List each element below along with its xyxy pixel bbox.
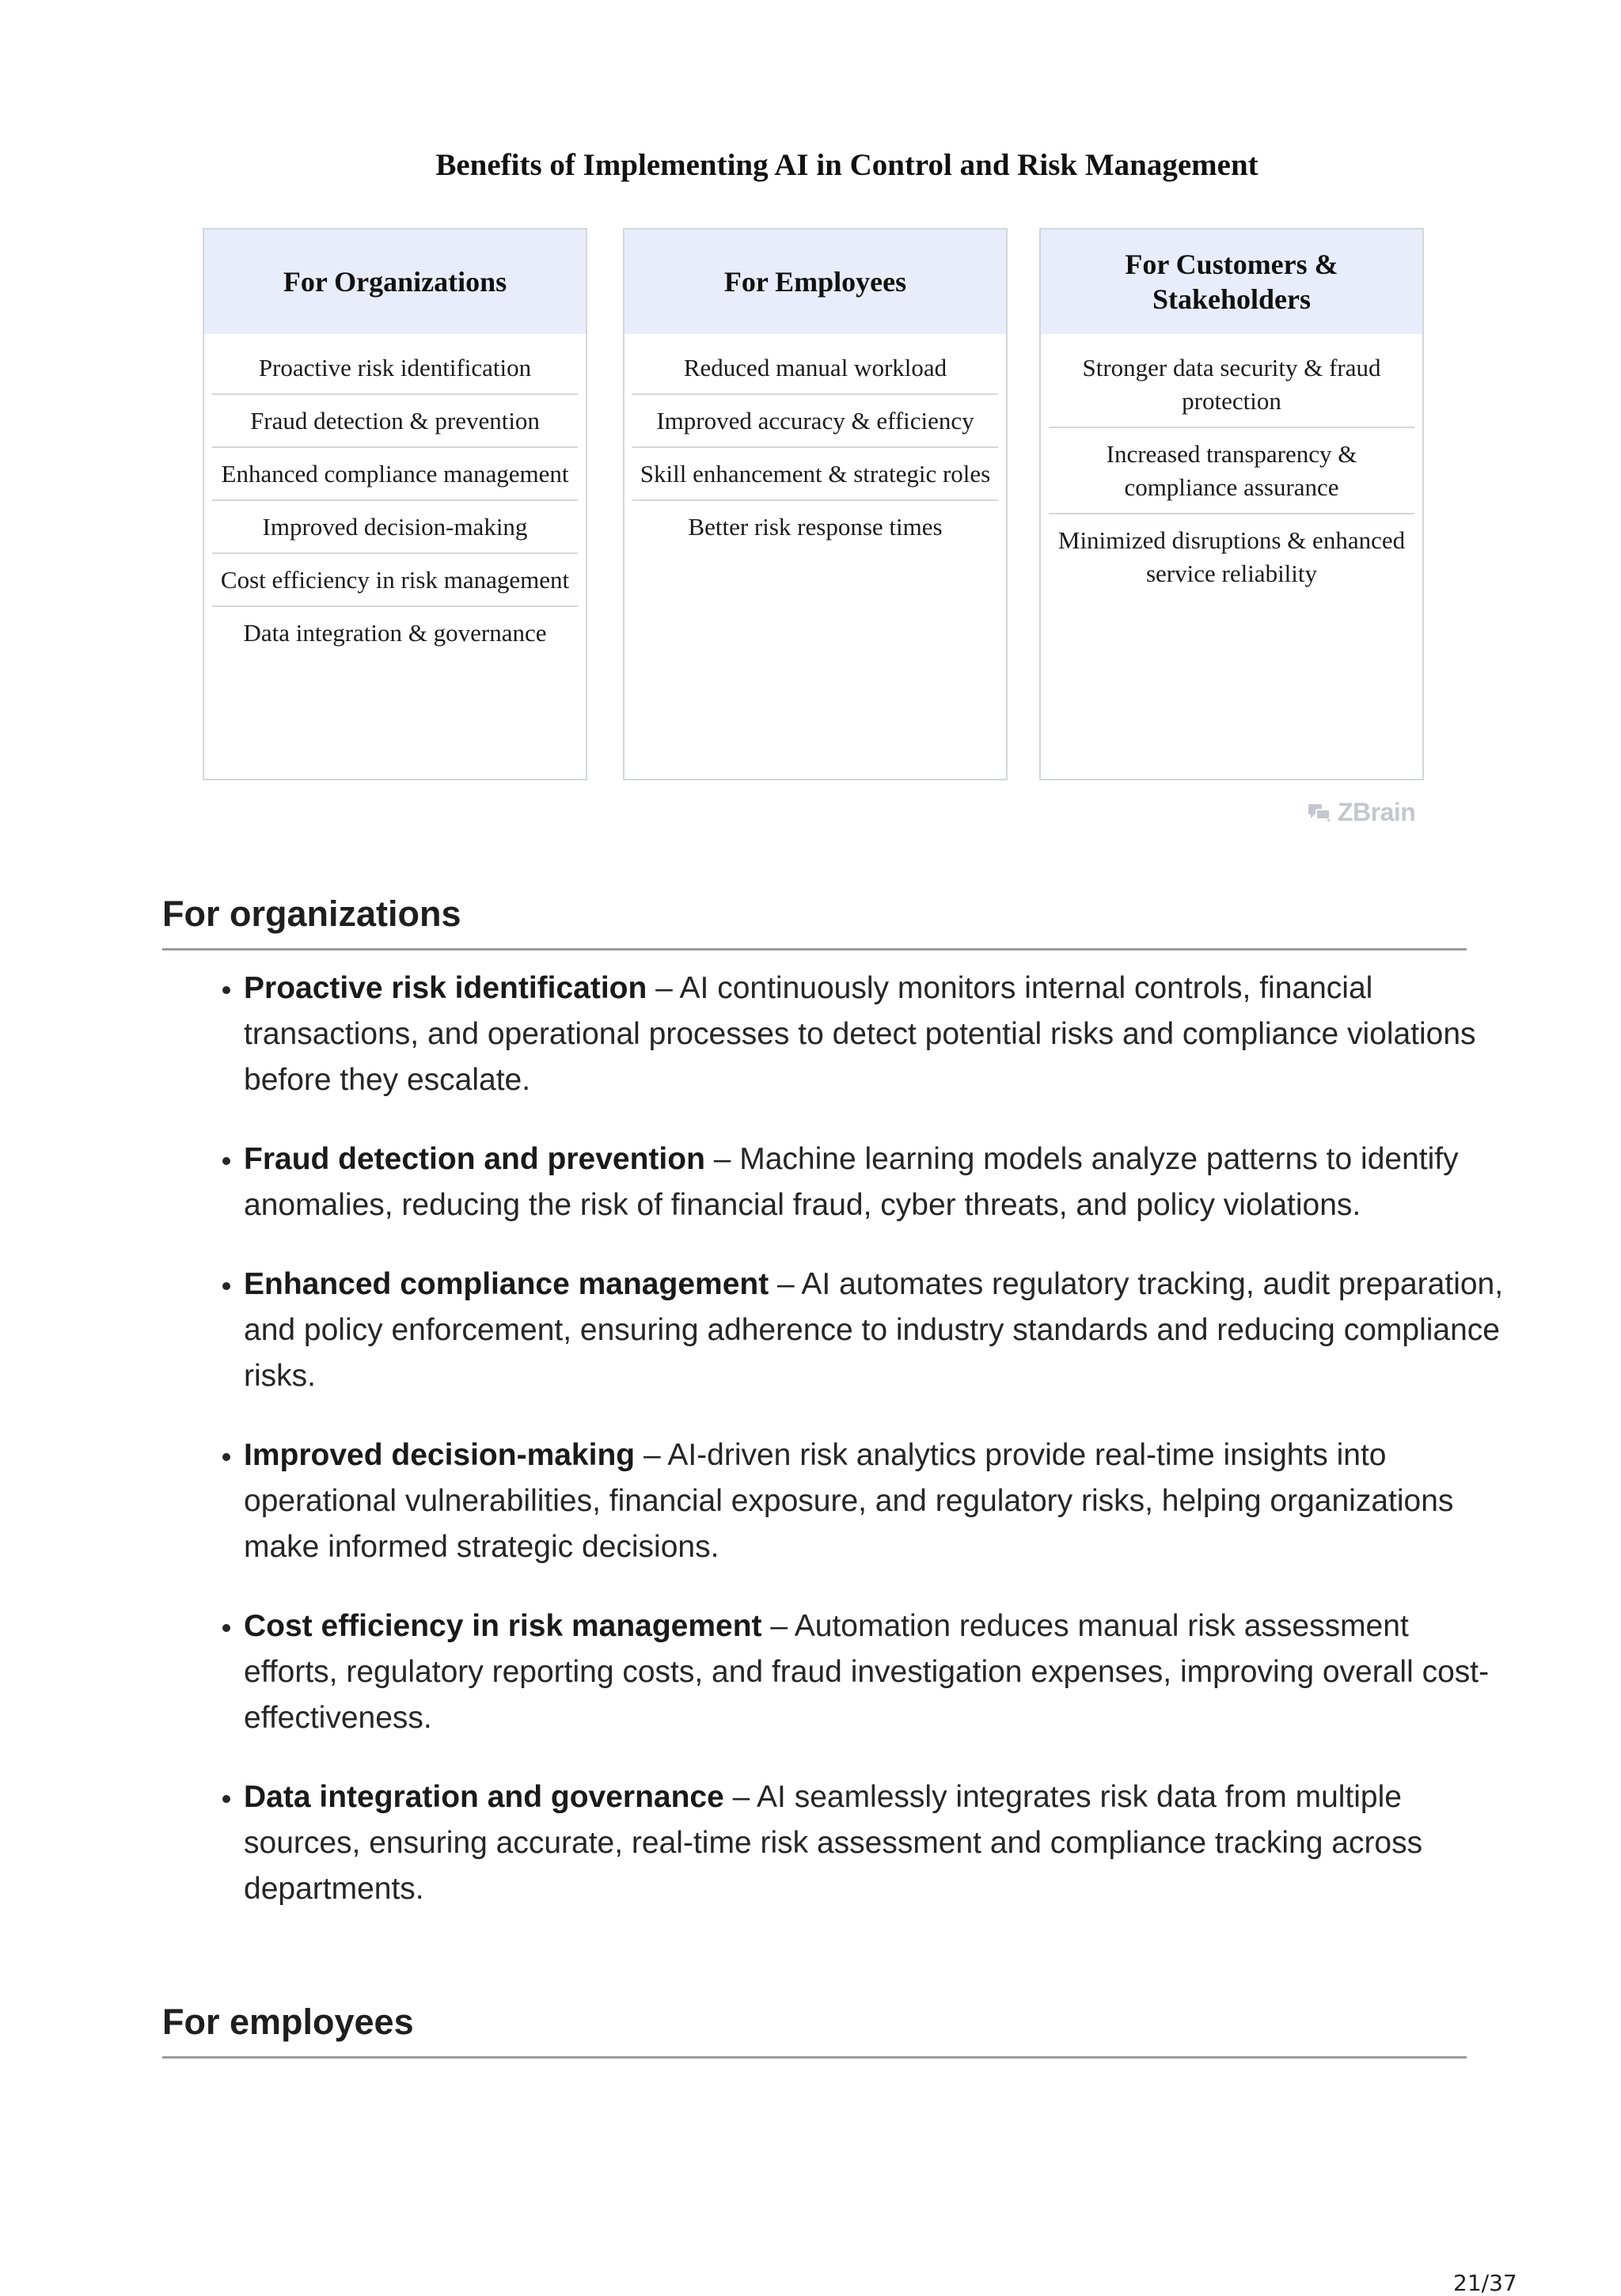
- bullet-text: – AI automates regulatory tracking, audit preparation, and policy enforcement, ensuring adherence to industry standards and reducing compliance risks.: [244, 1267, 1504, 1393]
- card-organizations: [203, 228, 587, 780]
- brand-name: ZBrain: [1338, 798, 1416, 826]
- bullet-text: – Automation reduces manual risk assessment efforts, regulatory reporting costs, and fraud investigation expenses, improving overall cost-effectiveness.: [244, 1609, 1490, 1735]
- card-item: Cost efficiency in risk management: [212, 554, 578, 607]
- bullet-term: Data integration and governance: [244, 1780, 724, 1814]
- card-item: Minimized disruptions & enhanced service reliability: [1057, 526, 1406, 587]
- section-heading: For organizations: [162, 893, 1467, 951]
- card-item: Proactive risk identification: [212, 342, 578, 395]
- card-list: [204, 334, 586, 658]
- card-employees: [623, 228, 1008, 780]
- card-customers-stakeholders: [1039, 228, 1424, 780]
- bullet-term: Fraud detection and prevention: [244, 1142, 705, 1176]
- card-item: Better risk response times: [688, 513, 943, 541]
- card-list: [624, 334, 1006, 552]
- card-item: Fraud detection & prevention: [212, 395, 578, 448]
- card-header: For Employees: [624, 230, 1006, 334]
- card-header: For Customers & Stakeholders: [1041, 230, 1422, 334]
- card-item: Stronger data security & fraud protection: [1049, 342, 1414, 428]
- list-item: [244, 1262, 1510, 1399]
- figure-title: Benefits of Implementing AI in Control and Risk Management: [435, 148, 1258, 182]
- page-number: 21/37: [1453, 2270, 1517, 2296]
- list-item: [244, 1433, 1510, 1570]
- card-list: [1041, 334, 1422, 599]
- card-item: Enhanced compliance management: [212, 448, 578, 501]
- section-heading: For employees: [162, 2001, 1467, 2059]
- bullet-text: – Machine learning models analyze patterns to identify anomalies, reducing the risk of financial fraud, cyber threats, and policy violations.: [244, 1142, 1459, 1222]
- card-item: Increased transparency & compliance assurance: [1049, 428, 1414, 514]
- list-item: [244, 966, 1510, 1103]
- brand-logo: [1308, 798, 1415, 827]
- bullet-term: Cost efficiency in risk management: [244, 1609, 762, 1643]
- bullet-term: Proactive risk identification: [244, 971, 647, 1005]
- bullet-text: – AI continuously monitors internal controls, financial transactions, and operational processes to detect potential risks and compliance violations before they escalate.: [244, 971, 1476, 1097]
- list-item: [244, 1137, 1510, 1228]
- card-header: For Organizations: [204, 230, 586, 334]
- card-item: Reduced manual workload: [632, 342, 998, 395]
- bullet-text: – AI seamlessly integrates risk data from multiple sources, ensuring accurate, real-time risk assessment and compliance tracking across departments.: [244, 1780, 1423, 1906]
- card-item: Data integration & governance: [243, 619, 547, 647]
- bullet-term: Improved decision-making: [244, 1438, 636, 1472]
- card-item: Improved decision-making: [212, 501, 578, 554]
- card-item: Improved accuracy & efficiency: [632, 395, 998, 448]
- list-item: [244, 1774, 1510, 1912]
- list-item: [244, 1603, 1510, 1741]
- card-item: Skill enhancement & strategic roles: [632, 448, 998, 501]
- chat-bubbles-icon: [1308, 803, 1331, 823]
- bullet-list: [214, 966, 1510, 1945]
- bullet-text: – AI-driven risk analytics provide real-time insights into operational vulnerabilities, financial exposure, and regulatory risks, helping organizations make informed strategic decisions.: [244, 1438, 1454, 1564]
- bullet-term: Enhanced compliance management: [244, 1267, 769, 1301]
